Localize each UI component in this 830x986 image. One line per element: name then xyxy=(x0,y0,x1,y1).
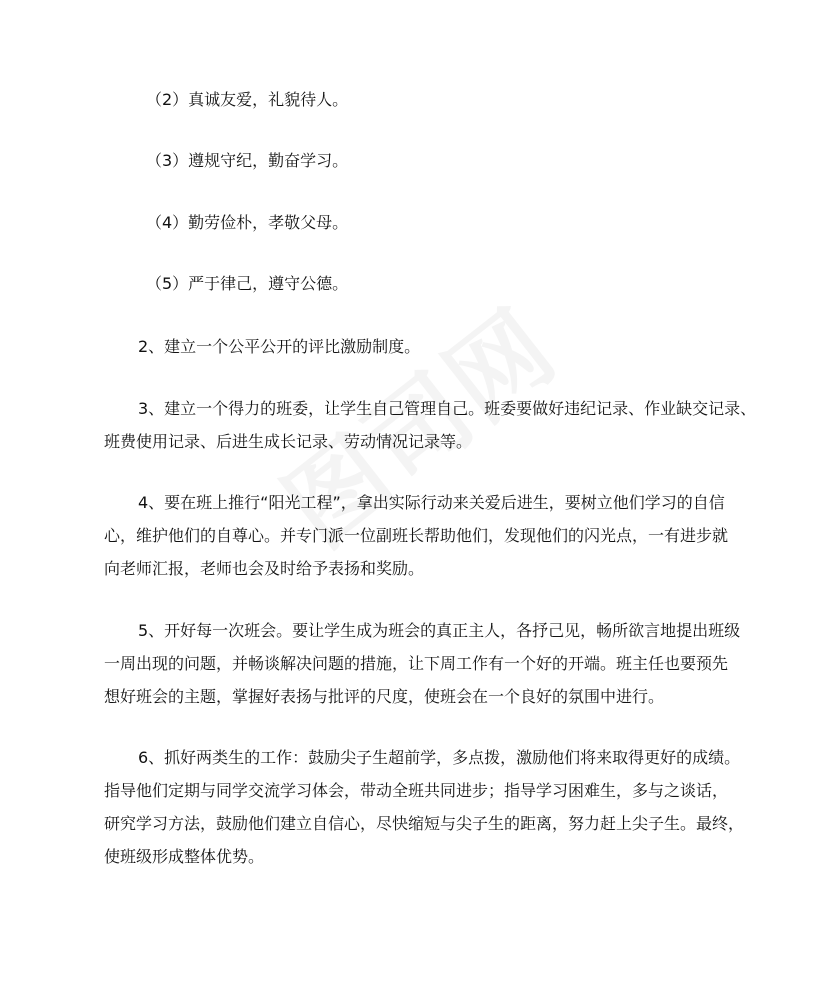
paragraph-line: 2、建立一个公平公开的评比激励制度。 xyxy=(138,337,421,356)
list-item: （3）遵规守纪，勤奋学习。 xyxy=(146,151,349,170)
paragraph-line: 5、开好每一次班会。要让学生成为班会的真正主人，各抒己见，畅所欲言地提出班级 xyxy=(138,621,741,640)
paragraph-line: 指导他们定期与同学交流学习体会，带动全班共同进步；指导学习困难生，多与之谈话， xyxy=(104,781,729,800)
paragraph-line: 想好班会的主题，掌握好表扬与批评的尺度，使班会在一个良好的氛围中进行。 xyxy=(104,687,665,706)
paragraph-line: 6、抓好两类生的工作：鼓励尖子生超前学，多点拨，激励他们将来取得更好的成绩。 xyxy=(138,748,741,767)
paragraph-line: 研究学习方法，鼓励他们建立自信心，尽快缩短与尖子生的距离，努力赶上尖子生。最终， xyxy=(104,814,745,833)
paragraph-line: 3、建立一个得力的班委，让学生自己管理自己。班委要做好违纪记录、作业缺交记录、 xyxy=(138,399,757,418)
paragraph-line: 班费使用记录、后进生成长记录、劳动情况记录等。 xyxy=(104,432,473,451)
paragraph-line: 使班级形成整体优势。 xyxy=(104,847,265,866)
paragraph-line: 一周出现的问题，并畅谈解决问题的措施，让下周工作有一个好的开端。班主任也要预先 xyxy=(104,654,729,673)
paragraph-line: 4、要在班上推行“阳光工程”，拿出实际行动来关爱后进生，要树立他们学习的自信 xyxy=(138,493,725,512)
list-item: （4）勤劳俭朴，孝敬父母。 xyxy=(146,213,349,232)
paragraph-line: 向老师汇报，老师也会及时给予表扬和奖励。 xyxy=(104,559,425,578)
paragraph-line: 心，维护他们的自尊心。并专门派一位副班长帮助他们，发现他们的闪光点，一有进步就 xyxy=(104,526,729,545)
list-item: （2）真诚友爱，礼貌待人。 xyxy=(146,90,349,109)
list-item: （5）严于律己，遵守公德。 xyxy=(146,274,349,293)
